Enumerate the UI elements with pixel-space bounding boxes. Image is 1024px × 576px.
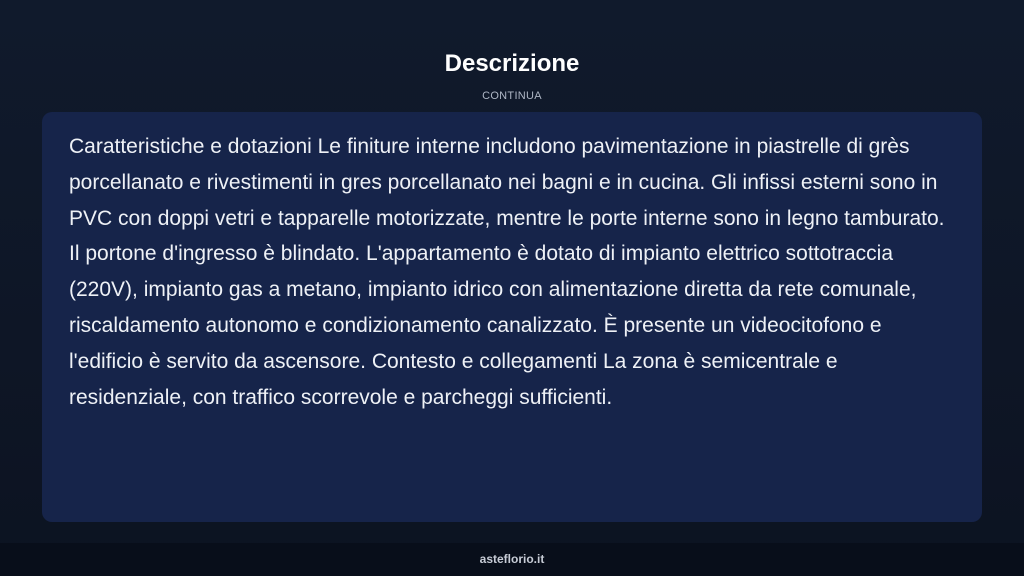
continua-label: CONTINUA: [482, 90, 542, 102]
footer-bar: [0, 543, 1024, 576]
page-title: Descrizione: [444, 50, 580, 77]
footer-site-link[interactable]: asteflorio.it: [479, 552, 545, 566]
description-card: [42, 112, 982, 522]
description-text: Caratteristiche e dotazioni Le finiture interne includono pavimentazione in piastrelle di grès porcellanato e rivestimenti in gres porcellanato nei bagni e in cucina. Gli infissi esterni sono in PVC con doppi vetri e tapparelle motorizzate, mentre le porte interne sono in legno tamburato. Il portone d'ingresso è blindato. L'appartamento è dotato di impianto elettrico sottotraccia (220V), impianto gas a metano, impianto idrico con alimentazione diretta da rete comunale, riscaldamento autonomo e condizionamento canalizzato. È presente un videocitofono e l'edificio è servito da ascensore. Contesto e collegamenti La zona è semicentrale e residenziale, con traffico scorrevole e parcheggi sufficienti.: [69, 135, 945, 409]
